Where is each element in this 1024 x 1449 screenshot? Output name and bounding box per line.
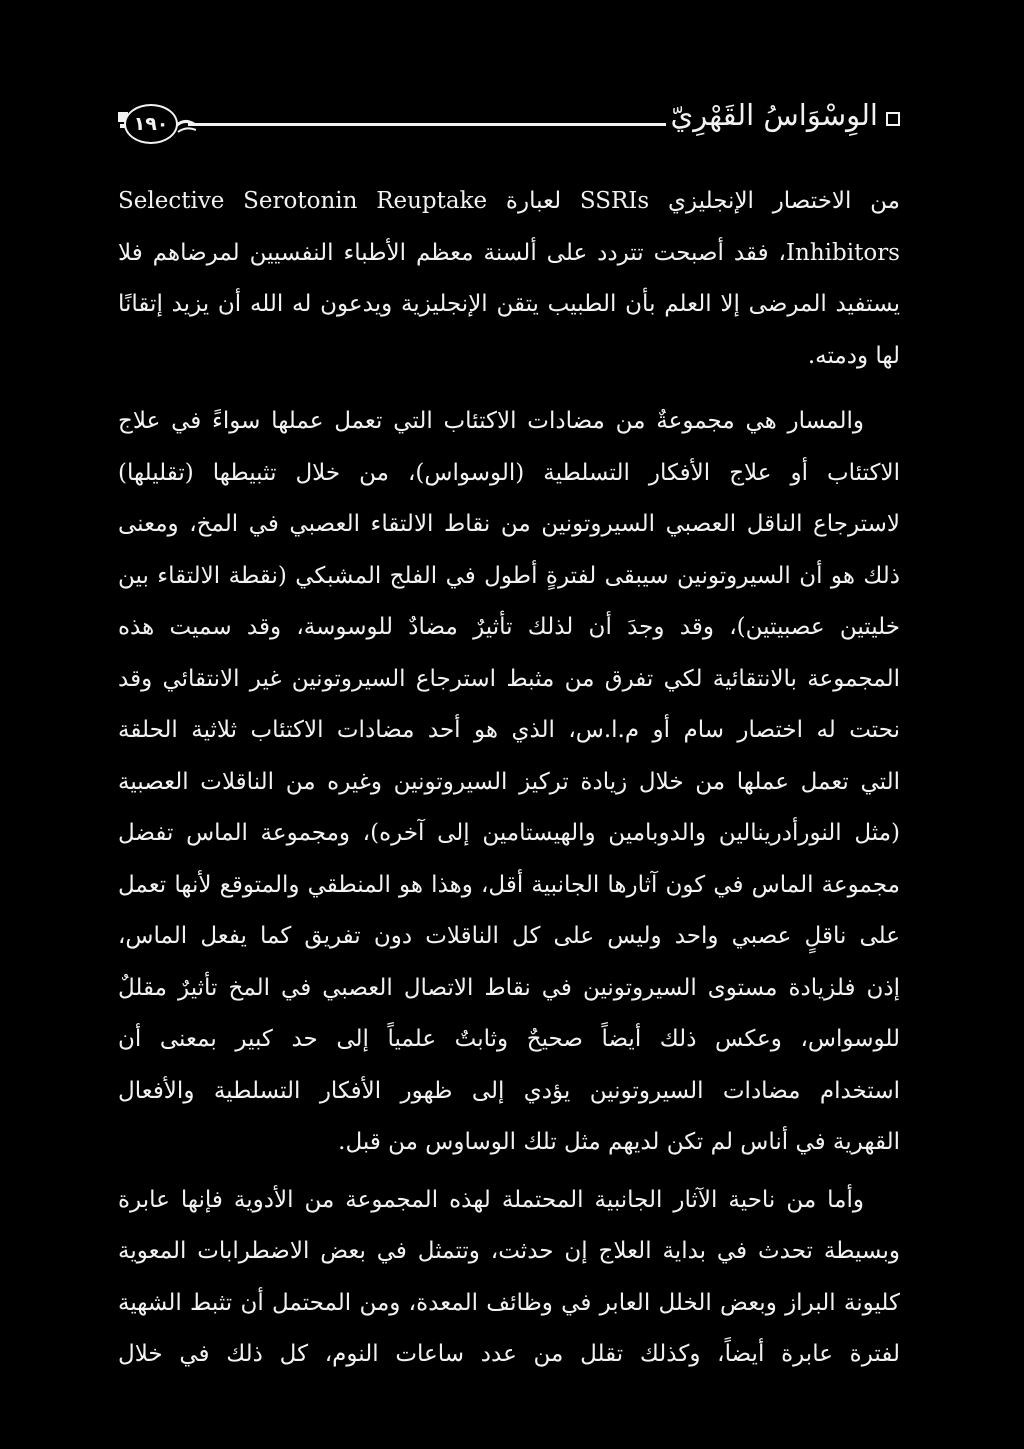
text-line: (مثل النورأدرينالين والدوبامين والهيستامين إلى آخره)، ومجموعة الماس تفضل bbox=[118, 820, 900, 846]
paragraph bbox=[118, 396, 900, 1169]
text-line: يستفيد المرضى إلا العلم بأن الطبيب يتقن الإنجليزية ويدعون له الله أن يزيد إتقانًا bbox=[118, 291, 900, 317]
text-line: Inhibitors، فقد أصبحت تتردد على ألسنة معظم الأطباء النفسيين لمرضاهم فلا bbox=[118, 239, 900, 266]
text-line: التي تعمل عملها من خلال زيادة تركيز السيروتونين وغيره من الناقلات العصبية bbox=[118, 768, 900, 795]
text-line: كليونة البراز وبعض الخلل العابر في وظائف المعدة، ومن المحتمل أن تثبط الشهية bbox=[118, 1289, 900, 1316]
text-line: وبسيطة تحدث في بداية العلاج إن حدثت، وتتمثل في بعض الاضطرابات المعوية bbox=[118, 1238, 900, 1264]
text-line: للوسواس، وعكس ذلك أيضاً صحيحٌ وثابتٌ علمياً إلى حد كبير بمعنى أن bbox=[118, 1026, 900, 1052]
header-square-icon bbox=[886, 112, 900, 126]
text-line: على ناقلٍ عصبي واحد وليس على كل الناقلات دون تفريق كما يفعل الماس، bbox=[118, 923, 900, 949]
text-line: المجموعة بالانتقائية لكي تفرق من مثبط استرجاع السيروتونين غير الانتقائي وقد bbox=[118, 665, 900, 692]
text-line: والمسار هي مجموعةٌ من مضادات الاكتئاب التي تعمل عملها سواءً في علاج bbox=[118, 408, 864, 434]
text-line: خليتين عصبيتين)، وقد وجدَ أن لذلك تأثيرٌ مضادٌ للوسوسة، وقد سميت هذه bbox=[118, 614, 900, 640]
text-line: وأما من ناحية الآثار الجانبية المحتملة لهذه المجموعة من الأدوية فإنها عابرة bbox=[118, 1186, 864, 1213]
text-line: ذلك هو أن السيروتونين سيبقى لفترةٍ أطول في الفلج المشبكي (نقطة الالتقاء بين bbox=[118, 562, 900, 589]
text-line: القهرية في أناس لم تكن لديهم مثل تلك الوساوس من قبل. bbox=[338, 1129, 900, 1155]
text-line: إذن فلزيادة مستوى السيروتونين في نقاط الاتصال العصبي في المخ تأثيرٌ مقللٌ bbox=[118, 974, 900, 1001]
page-number: ١٩٠ bbox=[124, 104, 178, 144]
page-body bbox=[118, 176, 900, 1381]
text-line: لفترة عابرة أيضاً، وكذلك تقلل من عدد ساعات النوم، كل ذلك في خلال bbox=[118, 1341, 900, 1367]
page-header bbox=[118, 96, 900, 152]
paragraph bbox=[118, 1175, 900, 1381]
text-line: الاكتئاب أو علاج الأفكار التسلطية (الوسواس)، من خلال تثبيطها (تقليلها) bbox=[118, 459, 900, 486]
text-line: من الاختصار الإنجليزي SSRIs لعبارة Selective Serotonin Reuptake bbox=[118, 188, 900, 214]
paragraph bbox=[118, 176, 900, 382]
text-line: مجموعة الماس في كون آثارها الجانبية أقل، وهذا هو المنطقي والمتوقع لأنها تعمل bbox=[118, 871, 900, 898]
text-line: لاسترجاع الناقل العصبي السيروتونين من نقاط الالتقاء العصبي في المخ، ومعنى bbox=[118, 511, 900, 537]
header-rule bbox=[188, 123, 666, 126]
running-title: الوِسْوَاسُ القَهْرِيّ bbox=[670, 98, 878, 132]
text-line: استخدام مضادات السيروتونين يؤدي إلى ظهور الأفكار التسلطية والأفعال bbox=[118, 1077, 900, 1104]
text-line: لها ودمته. bbox=[807, 342, 900, 369]
text-line: نحتت له اختصار سام أو م.ا.س، الذي هو أحد مضادات الاكتئاب ثلاثية الحلقة bbox=[118, 717, 900, 743]
